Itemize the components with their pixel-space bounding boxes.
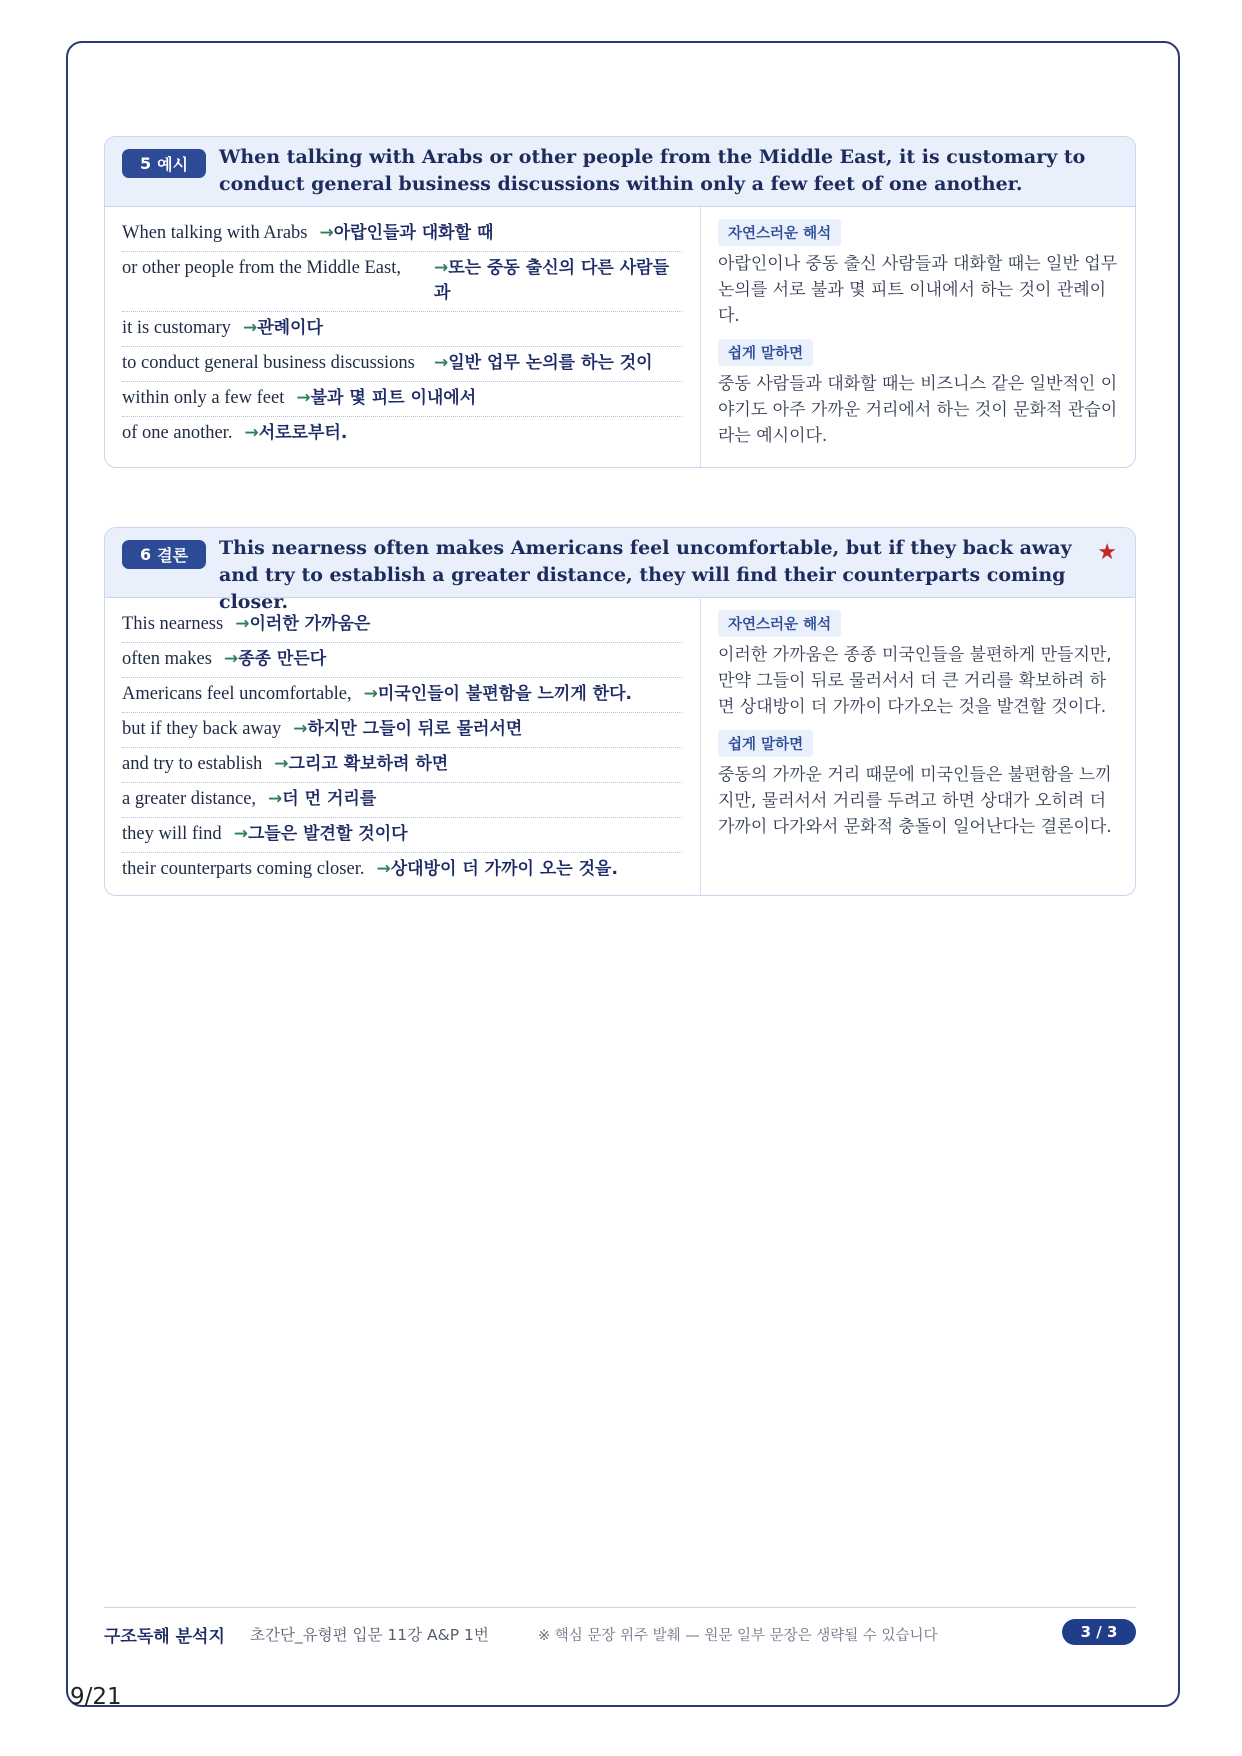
- chunk-korean: →이러한 가까움은: [235, 614, 371, 634]
- section-badge: [122, 540, 206, 569]
- section-tag: 예시: [157, 155, 189, 174]
- natural-translation: 아랍인이나 중동 출신 사람들과 대화할 때는 일반 업무 논의를 서로 불과 몇 피트 이내에서 하는 것이 관례이다.: [718, 254, 1118, 326]
- natural-translation-label: 자연스러운 해석: [718, 610, 841, 637]
- arrow-icon: →: [235, 614, 250, 634]
- chunk-english: it is customary: [122, 318, 231, 338]
- footer-meta: 초간단_유형편 입문 11강 A&P 1번: [250, 1626, 489, 1644]
- chunk-korean: →관례이다: [242, 318, 323, 338]
- chunk-row: [122, 417, 682, 451]
- chunk-row: [122, 382, 682, 417]
- chunk-english: they will find: [122, 824, 222, 844]
- chunk-korean: →불과 몇 피트 이내에서: [296, 388, 477, 408]
- section-badge: [122, 149, 206, 178]
- chunk-korean: →종종 만든다: [223, 649, 327, 669]
- arrow-icon: →: [363, 684, 378, 704]
- section-sentence: This nearness often makes Americans feel uncomfortable, but if they back away and try to establish a greater distance, they will find their counterparts coming closer.: [219, 537, 1072, 613]
- arrow-icon: →: [293, 719, 308, 739]
- chunk-korean: →서로로부터.: [244, 423, 348, 443]
- section-body: [105, 598, 1135, 895]
- chunk-korean: →하지만 그들이 뒤로 물러서면: [293, 719, 523, 739]
- chunk-english: often makes: [122, 649, 212, 669]
- chunk-english: or other people from the Middle East,: [122, 258, 401, 278]
- chunk-english: of one another.: [122, 423, 233, 443]
- arrow-icon: →: [319, 223, 334, 243]
- chunk-korean: →상대방이 더 가까이 오는 것을.: [376, 859, 618, 879]
- section-header: [105, 528, 1135, 613]
- chunk-korean: →그리고 확보하려 하면: [274, 754, 449, 774]
- translation-panel: [701, 207, 1135, 467]
- chunk-korean: →그들은 발견할 것이다: [233, 824, 408, 844]
- section-number: 5: [139, 154, 152, 173]
- arrow-icon: →: [296, 388, 311, 408]
- chunk-row: [122, 678, 682, 713]
- chunk-row: [122, 347, 682, 382]
- chunk-list: [105, 207, 701, 467]
- arrow-icon: →: [376, 859, 391, 879]
- section-card-6: [104, 527, 1136, 896]
- chunk-row: [122, 853, 682, 887]
- chunk-row: [122, 713, 682, 748]
- footer-title: 구조독해 분석지: [104, 1627, 225, 1647]
- section-number: 6: [139, 545, 152, 564]
- page-indicator: 3 / 3: [1062, 1619, 1136, 1645]
- chunk-row: [122, 643, 682, 678]
- simple-explanation-label: 쉽게 말하면: [718, 730, 813, 757]
- chunk-english: When talking with Arabs: [122, 223, 308, 243]
- translation-panel: [701, 598, 1135, 895]
- chunk-list: [105, 598, 701, 895]
- chunk-korean: →또는 중동 출신의 다른 사람들과: [434, 258, 669, 303]
- simple-explanation: 중동 사람들과 대화할 때는 비즈니스 같은 일반적인 이야기도 아주 가까운 거리에서 하는 것이 문화적 관습이라는 예시이다.: [718, 374, 1118, 446]
- section-card-5: [104, 136, 1136, 468]
- simple-explanation: 중동의 가까운 거리 때문에 미국인들은 불편함을 느끼지만, 물러서서 거리를 두려고 하면 상대가 오히려 더 가까이 다가와서 문화적 충돌이 일어난다는 결론이다.: [718, 765, 1112, 837]
- chunk-korean: →더 먼 거리를: [268, 789, 377, 809]
- natural-translation-label: 자연스러운 해석: [718, 219, 841, 246]
- arrow-icon: →: [242, 318, 258, 338]
- chunk-english: a greater distance,: [122, 789, 257, 809]
- chunk-english: within only a few feet: [122, 388, 285, 408]
- section-sentence: When talking with Arabs or other people from the Middle East, it is customary to conduct general business discussions within only a few feet of one another.: [219, 146, 1086, 195]
- chunk-korean: →일반 업무 논의를 하는 것이: [434, 353, 653, 373]
- chunk-english: This nearness: [122, 614, 224, 634]
- chunk-korean: →아랍인들과 대화할 때: [319, 223, 494, 243]
- arrow-icon: →: [434, 353, 449, 373]
- chunk-english: and try to establish: [122, 754, 263, 774]
- simple-explanation-label: 쉽게 말하면: [718, 339, 813, 366]
- arrow-icon: →: [274, 754, 289, 774]
- chunk-row: [122, 217, 682, 252]
- footer: [104, 1607, 1136, 1648]
- chunk-row: [122, 783, 682, 818]
- section-header: [105, 137, 1135, 207]
- arrow-icon: →: [244, 423, 259, 443]
- chunk-english: to conduct general business discussions: [122, 353, 415, 373]
- chunk-korean: →미국인들이 불편함을 느끼게 한다.: [363, 684, 632, 704]
- footer-note: ※ 핵심 문장 위주 발췌 — 원문 일부 문장은 생략될 수 있습니다: [538, 1628, 938, 1644]
- section-body: [105, 207, 1135, 467]
- arrow-icon: →: [268, 789, 283, 809]
- star-icon: ★: [1097, 540, 1117, 565]
- chunk-row: [122, 818, 682, 853]
- chunk-english: their counterparts coming closer.: [122, 859, 365, 879]
- page-counter: 9/21: [70, 1684, 122, 1710]
- section-tag: 결론: [157, 546, 189, 565]
- chunk-row: [122, 748, 682, 783]
- natural-translation: 이러한 가까움은 종종 미국인들을 불편하게 만들지만, 만약 그들이 뒤로 물러서서 더 큰 거리를 확보하려 하면 상대방이 더 가까이 다가오는 것을 발견할 것이다.: [718, 645, 1112, 717]
- chunk-row: [122, 252, 682, 312]
- arrow-icon: →: [434, 258, 449, 278]
- chunk-english: Americans feel uncomfortable,: [122, 684, 352, 704]
- arrow-icon: →: [233, 824, 248, 844]
- chunk-english: but if they back away: [122, 719, 282, 739]
- chunk-row: [122, 312, 682, 347]
- arrow-icon: →: [223, 649, 239, 669]
